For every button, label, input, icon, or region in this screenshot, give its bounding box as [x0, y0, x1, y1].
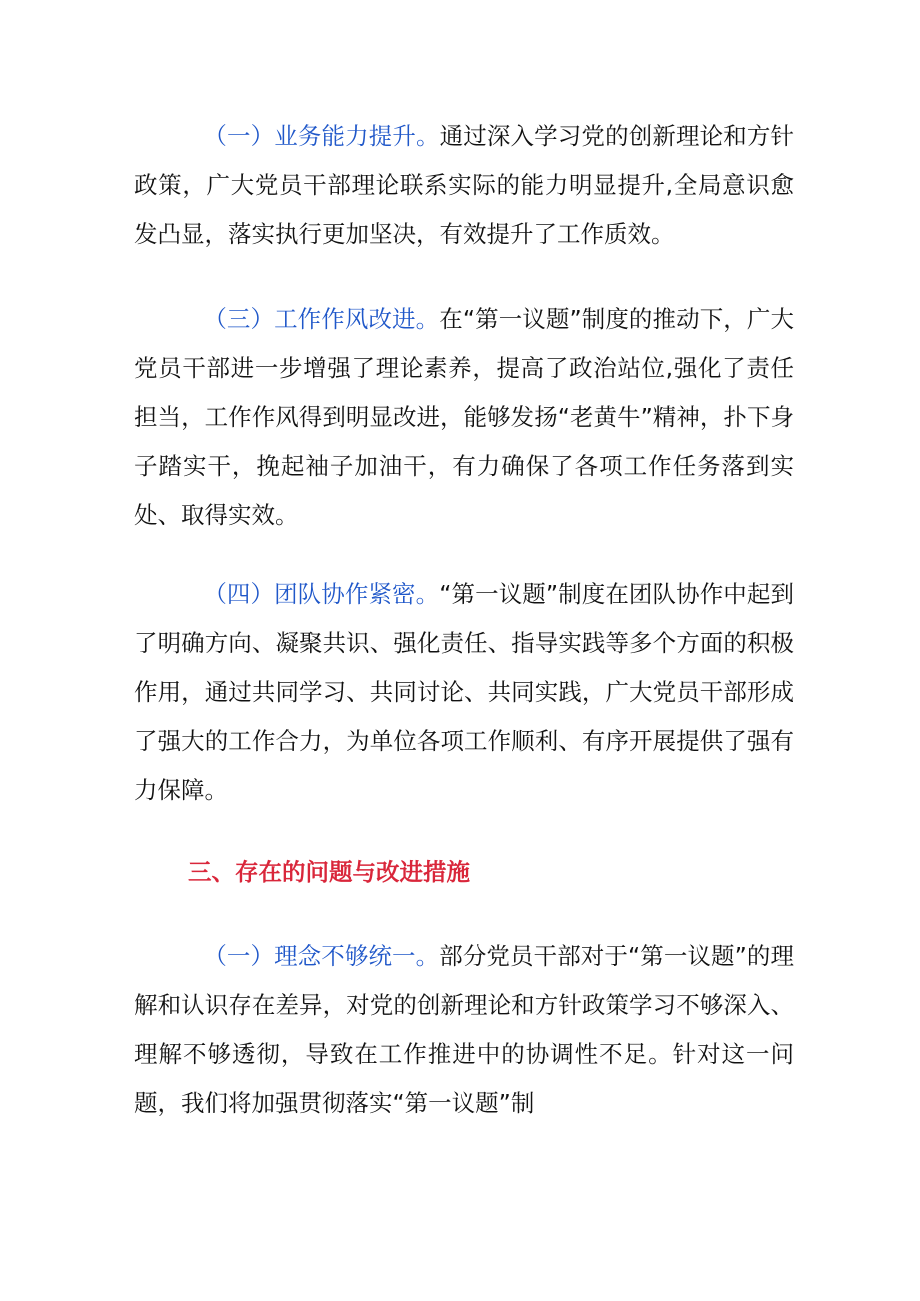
paragraph-lead: （三）工作作风改进。: [203, 305, 440, 333]
paragraph-body: 通过深入学习党的创新理论和方针政策，广大党员干部理论联系实际的能力明显提升,全局意识愈发凸显，落实执行更加坚决，有效提升了工作质效。: [134, 122, 794, 248]
paragraph-lead: （一）理念不够统一。: [203, 942, 440, 970]
paragraph-concept-unity: [134, 932, 794, 1128]
paragraph-team-cooperation: [134, 570, 794, 815]
paragraph-lead: （一）业务能力提升。: [203, 122, 440, 150]
paragraph-lead: （四）团队协作紧密。: [203, 580, 440, 608]
paragraph-work-style: [134, 295, 794, 540]
paragraph-body: “第一议题”制度在团队协作中起到了明确方向、凝聚共识、强化责任、指导实践等多个方面的积极作用，通过共同学习、共同讨论、共同实践，广大党员干部形成了强大的工作合力，为单位各项工作顺利、有序开展提供了强有力保障。: [134, 580, 794, 804]
paragraph-body: 在“第一议题”制度的推动下，广大党员干部进一步增强了理论素养，提高了政治站位,强化了责任担当，工作作风得到明显改进，能够发扬“老黄牛”精神，扑下身子踏实干，挽起袖子加油干，有力确保了各项工作任务落到实处、取得实效。: [134, 305, 794, 529]
paragraph-business-ability: [134, 112, 794, 259]
section-heading: 三、存在的问题与改进措施: [188, 858, 470, 886]
paragraph-body: 部分党员干部对于“第一议题”的理解和认识存在差异，对党的创新理论和方针政策学习不够深入、理解不够透彻，导致在工作推进中的协调性不足。针对这一问题，我们将加强贯彻落实“第一议题”制: [134, 942, 794, 1117]
